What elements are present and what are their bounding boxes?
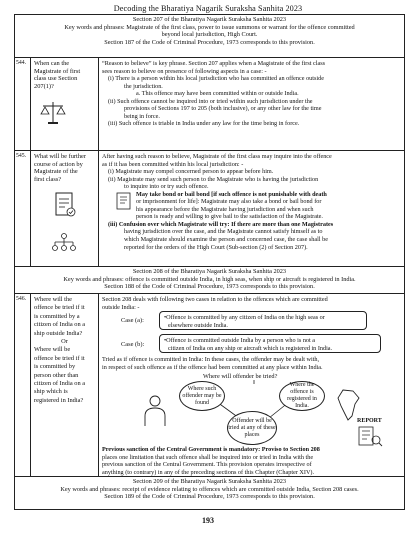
question-line: is committed by: [34, 363, 76, 371]
answer-line: person is ready and willing to give bail to the satisfaction of the Magistrate.: [136, 213, 323, 221]
answer-line: (i) There is a person within his local jurisdiction who has committed an offence outside: [108, 75, 324, 83]
answer-line: to inquire into or try such offence.: [124, 183, 209, 191]
case-a-box: [159, 311, 367, 330]
answer-text: [99, 58, 404, 150]
answer-line: Section 208 deals with following two cases in relation to the offences which are committed: [102, 296, 328, 303]
question-number: 546.: [15, 294, 31, 476]
tried-paragraph: [102, 356, 402, 371]
answer-line: having jurisdiction over the case, and the Magistrate cannot satisfy himself as to: [124, 228, 323, 236]
question-number: 544.: [15, 58, 31, 150]
answer-line: a. This offence may have been committed within or outside India.: [136, 90, 299, 98]
question-line: 207(1)?: [34, 83, 54, 91]
question-line: When can the: [34, 60, 70, 67]
answer-text: [99, 294, 404, 476]
answer-text: [99, 151, 404, 266]
section-207-title: Section 207 of the Bharatiya Nagarik Suraksha Sanhita 2023: [132, 16, 287, 23]
case-a-label: Case (a):: [121, 317, 144, 324]
question-line: Where will the: [34, 296, 72, 303]
question-line: What will be further: [34, 153, 86, 160]
case-b-line: •Offence is committed outside India by a person who is not a: [164, 337, 316, 344]
report-label: REPORT: [357, 418, 382, 424]
question-text: [31, 151, 99, 266]
question-line: Where will be: [34, 346, 71, 354]
answer-line: places one limitation that such offence shall be inquired into or tried in India with the: [102, 453, 314, 461]
answer-line: sees reason to believe on presence of following aspects in a case: -: [102, 67, 267, 75]
answer-line: Previous sanction of the Central Government is mandatory: Proviso to Section 208: [102, 446, 320, 453]
india-map-icon: [335, 388, 363, 422]
scale-of-justice-icon: [39, 98, 67, 126]
bubble-where-found: Where such offender may be found: [179, 381, 225, 411]
answer-line: anything (to contrary) in any of the preceding sections of this Chapter (Chapter XIV).: [102, 468, 315, 476]
answer-line: his appearance before the Magistrate having jurisdiction and when such: [136, 205, 314, 213]
answer-line: provisions of Sections 197 to 205 (both inclusive), or any other law for the time: [124, 105, 322, 113]
answer-line: being in force.: [124, 112, 160, 120]
case-b-box: [159, 334, 381, 353]
answer-line: “Reason to believe” is key phrase. Section 207 applies when a Magistrate of the first class: [102, 60, 326, 67]
question-line: ship which is: [34, 388, 68, 396]
section-208-title: Section 208 of the Bharatiya Nagarik Suraksha Sanhita 2023: [132, 268, 287, 275]
question-line: Magistrate of the: [34, 168, 78, 176]
answer-line: or imprisonment for life]: Magistrate may also take a bond or bail bond for: [136, 198, 322, 206]
answer-line: Tried as if offence is committed in India: In these cases, the offender may be dealt with,: [102, 356, 320, 363]
answer-line: as if it has been committed within his local jurisdiction: -: [102, 160, 244, 168]
question-row-544: [15, 58, 404, 151]
bail-bond-block: [102, 191, 401, 221]
question-line: first class?: [34, 176, 62, 184]
section-208-correspondence: Section 188 of the Code of Criminal Procedure, 1973 corresponds to this provision.: [104, 283, 315, 291]
answer-line: previous sanction of the Central Government. This provision operates irrespective of: [102, 461, 312, 469]
bubble-tried-places: Offender will be tried at any of these places: [227, 411, 277, 445]
question-line: citizen of India on a: [34, 321, 86, 329]
question-row-545: [15, 151, 404, 267]
answer-line: in respect of such offence as if the offence had been committed at any place within India.: [102, 363, 323, 371]
question-line: course of action by: [34, 160, 83, 168]
running-header: Decoding the Bharatiya Nagarik Suraksha Sanhita 2023: [113, 4, 303, 13]
section-209-title: Section 209 of the Bharatiya Nagarik Suraksha Sanhita 2023: [132, 478, 287, 485]
answer-line: which Magistrate should examine the person and concerned case, the case shall be: [124, 236, 328, 244]
question-line: person other than: [34, 371, 79, 379]
content-table: [14, 14, 405, 510]
answer-line: (iii) Such offence is triable in India under any law for the time being in force.: [108, 120, 300, 128]
question-number: 545.: [15, 151, 31, 266]
document-check-icon: [53, 191, 77, 219]
section-207-keywords: Key words and phrases: Magistrate of the first class, power to issue summons or warrant for the offence committed: [64, 23, 355, 31]
answer-line: (ii) Such offence cannot be inquired into or tried within such jurisdiction under the: [108, 97, 313, 105]
case-a-line: elsewhere outside India.: [168, 321, 228, 329]
question-line: registered in India?: [34, 396, 84, 404]
person-icon: [141, 394, 169, 428]
question-line: offence be tried if it: [34, 354, 85, 362]
answer-line: the jurisdiction.: [124, 82, 163, 90]
case-b-line: citizen of India on any ship or aircraft which is registered in India.: [168, 344, 333, 352]
question-line: is committed by a: [34, 312, 80, 320]
case-b-label: Case (b):: [121, 341, 145, 348]
section-208-keywords: Key words and phrases: offence is committed outside India, in high seas, when ship or aircraft is registered in India.: [63, 275, 356, 283]
section-209-band: [15, 477, 404, 509]
section-208-band: [15, 267, 404, 294]
answer-line: After having such reason to believe, Magistrate of the first class may inquire into the offence: [102, 153, 332, 160]
section-207-band: [15, 15, 404, 58]
answer-line: reported for the orders of the High Court (Sub-section (2) of Section 207).: [124, 243, 308, 251]
section-209-keywords: Key words and phrases: receipt of evidence relating to offences which are committed outside India, Section 208 cases.: [60, 485, 359, 493]
report-icon: [357, 426, 383, 448]
section-207-correspondence: Section 187 of the Code of Criminal Procedure, 1973 corresponds to this provision.: [104, 38, 315, 46]
case-a-line: •Offence is committed by any citizen of India on the high seas or: [164, 314, 325, 321]
question-line: offence be tried if it: [34, 304, 85, 312]
answer-line: (iii) Confusion over which Magistrate will try: If there are more than one Magistrates: [108, 220, 334, 228]
section-207-keywords-cont: beyond local jurisdiction, High Court.: [161, 31, 258, 39]
answer-line: (i) Magistrate may compel concerned person to appear before him.: [108, 168, 274, 176]
answer-line: May take bond or bail bond [if such offence is not punishable with death: [136, 190, 327, 198]
question-text: [31, 58, 99, 150]
section-209-correspondence: Section 189 of the Code of Criminal Procedure, 1973 corresponds to this provision.: [104, 493, 315, 501]
question-row-546: [15, 294, 404, 477]
question-line: ship outside India?: [34, 329, 83, 337]
question-line: citizen of India on a: [34, 380, 86, 388]
answer-line: outside India: -: [102, 303, 140, 311]
question-line: class use Section: [34, 75, 78, 83]
answer-line: (ii) Magistrate may send such person to the Magistrate who is having the jurisdiction: [108, 175, 319, 183]
page-number: 193: [202, 516, 214, 525]
diagram-title: Where will offender be tried?: [203, 373, 278, 380]
question-text: [31, 294, 99, 476]
question-line: Magistrate of first: [34, 67, 81, 75]
previous-sanction-paragraph: [102, 446, 402, 476]
bubble-where-registered: Where the offence is registered in India.: [279, 381, 325, 411]
question-line: Or: [61, 338, 68, 346]
bail-bond-icon: [116, 192, 132, 210]
hierarchy-icon: [51, 233, 77, 253]
